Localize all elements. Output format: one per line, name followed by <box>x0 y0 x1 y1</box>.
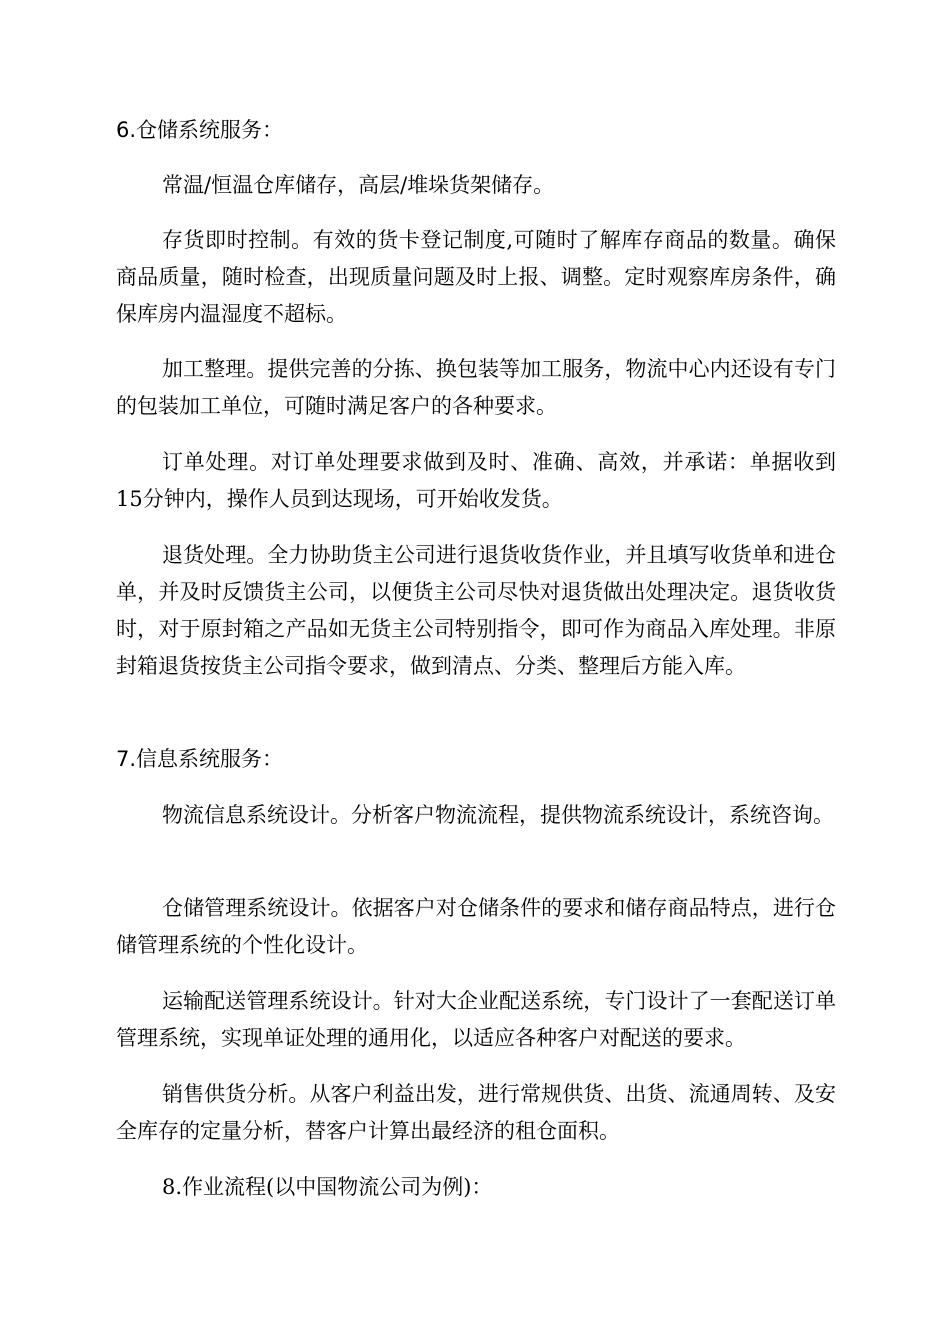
paragraph-storage-types: 常温/恒温仓库储存，高层/堆垛货架储存。 <box>162 173 555 197</box>
paragraph-inventory-control: 存货即时控制。有效的货卡登记制度,可随时了解库存商品的数量。确保商品质量，随时检查，出现质量问题及时上报、调整。定时观察库房条件，确保库房内温湿度不超标。 <box>116 228 836 326</box>
paragraph-sales-supply-analysis: 销售供货分析。从客户利益出发，进行常规供货、出货、流通周转、及安全库存的定量分析，替客户计算出最经济的租仓面积。 <box>116 1082 836 1143</box>
paragraph-warehouse-management: 仓储管理系统设计。依据客户对仓储条件的要求和储存商品特点，进行仓储管理系统的个性化设计。 <box>116 896 836 957</box>
section-6-heading: 6.仓储系统服务： <box>116 118 284 142</box>
section-7-heading: 7.信息系统服务： <box>116 747 284 771</box>
paragraph-processing: 加工整理。提供完善的分拣、换包装等加工服务，物流中心内还设有专门的包装加工单位，可随时满足客户的各种要求。 <box>116 357 836 418</box>
paragraph-logistics-info-system: 物流信息系统设计。分析客户物流流程，提供物流系统设计，系统咨询。 <box>162 803 834 827</box>
paragraph-order-processing: 订单处理。对订单处理要求做到及时、准确、高效，并承诺：单据收到15分钟内，操作人员到达现场，可开始收发货。 <box>116 450 836 511</box>
section-8-heading: 8.作业流程(以中国物流公司为例)： <box>162 1175 493 1199</box>
paragraph-transport-distribution: 运输配送管理系统设计。针对大企业配送系统，专门设计了一套配送订单管理系统，实现单证处理的通用化，以适应各种客户对配送的要求。 <box>116 989 836 1050</box>
paragraph-returns: 退货处理。全力协助货主公司进行退货收货作业，并且填写收货单和进仓单，并及时反馈货主公司，以便货主公司尽快对退货做出处理决定。退货收货时，对于原封箱之产品如无货主公司特别指令，即可作为商品入库处理。非原封箱退货按货主公司指令要求，做到清点、分类、整理后方能入库。 <box>116 543 836 678</box>
